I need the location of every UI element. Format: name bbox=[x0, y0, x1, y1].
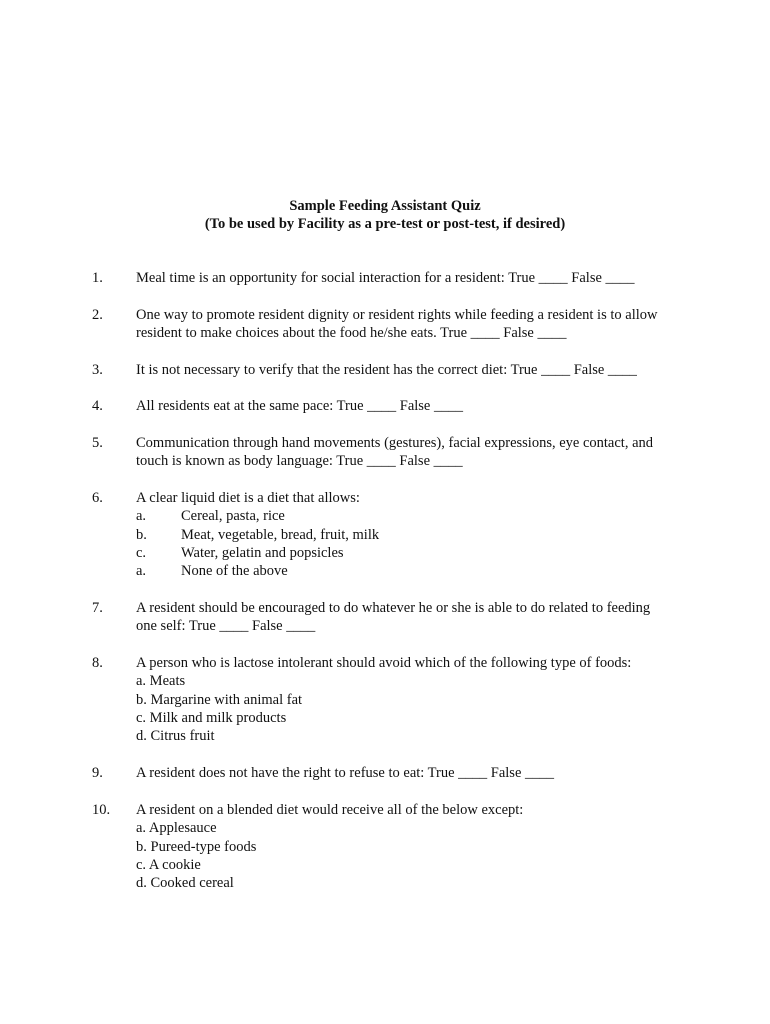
answer-option bbox=[136, 507, 692, 525]
option-text: Cereal, pasta, rice bbox=[181, 508, 285, 525]
option-letter: a. bbox=[136, 563, 147, 580]
answer-option: a. Meats bbox=[136, 673, 186, 690]
question-line: A resident should be encouraged to do whatever he or she is able to do related to feeding bbox=[136, 600, 651, 616]
question-line: A person who is lactose intolerant should avoid which of the following type of foods: bbox=[136, 655, 632, 671]
question-text bbox=[136, 434, 692, 471]
question-number: 6. bbox=[92, 490, 103, 506]
answer-option: b. Margarine with animal fat bbox=[136, 691, 303, 708]
option-letter: b. bbox=[136, 526, 147, 543]
question-line: All residents eat at the same pace: True ____ False ____ bbox=[136, 398, 463, 414]
question-number: 5. bbox=[92, 435, 103, 451]
question-number: 9. bbox=[92, 765, 103, 781]
question-number: 2. bbox=[92, 307, 103, 323]
answer-option: c. A cookie bbox=[136, 856, 201, 873]
question-text bbox=[136, 764, 692, 782]
option-letter: c. bbox=[136, 544, 147, 561]
quiz-header bbox=[0, 197, 770, 233]
answer-option bbox=[136, 544, 692, 562]
question-text bbox=[136, 801, 692, 892]
option-letter: a. bbox=[136, 508, 147, 525]
question-number: 7. bbox=[92, 600, 103, 616]
question-number: 8. bbox=[92, 655, 103, 671]
page-title: Sample Feeding Assistant Quiz bbox=[289, 198, 481, 214]
question-text bbox=[136, 269, 692, 287]
question-line: touch is known as body language: True ____ False ____ bbox=[136, 453, 463, 470]
question-text bbox=[136, 599, 692, 636]
question-text bbox=[136, 361, 692, 379]
answer-option: d. Cooked cereal bbox=[136, 875, 234, 892]
question-line: A resident does not have the right to refuse to eat: True ____ False ____ bbox=[136, 765, 555, 781]
question-line: Meal time is an opportunity for social interaction for a resident: True ____ False ____ bbox=[136, 270, 635, 286]
question-text bbox=[136, 397, 692, 415]
option-text: None of the above bbox=[181, 563, 288, 580]
question-text bbox=[136, 654, 692, 745]
question-line: one self: True ____ False ____ bbox=[136, 618, 316, 635]
answer-option: c. Milk and milk products bbox=[136, 709, 287, 726]
answer-option: a. Applesauce bbox=[136, 820, 217, 837]
option-text: Water, gelatin and popsicles bbox=[181, 544, 344, 561]
question-line: A clear liquid diet is a diet that allows: bbox=[136, 490, 360, 506]
question-line: One way to promote resident dignity or resident rights while feeding a resident is to allow bbox=[136, 307, 658, 323]
answer-option bbox=[136, 526, 692, 544]
question-line: A resident on a blended diet would receive all of the below except: bbox=[136, 802, 524, 818]
page-subtitle: (To be used by Facility as a pre-test or post-test, if desired) bbox=[204, 216, 566, 232]
question-line: Communication through hand movements (gestures), facial expressions, eye contact, and bbox=[136, 435, 654, 451]
question-line: resident to make choices about the food he/she eats. True ____ False ____ bbox=[136, 325, 567, 342]
question-number: 10. bbox=[92, 802, 111, 818]
question-text bbox=[136, 306, 692, 343]
question-line: It is not necessary to verify that the resident has the correct diet: True ____ False ____ bbox=[136, 362, 637, 378]
answer-option: d. Citrus fruit bbox=[136, 728, 215, 745]
question-text bbox=[136, 489, 692, 580]
question-number: 4. bbox=[92, 398, 103, 414]
question-number: 3. bbox=[92, 362, 103, 378]
answer-option bbox=[136, 562, 692, 580]
answer-option: b. Pureed-type foods bbox=[136, 838, 257, 855]
option-text: Meat, vegetable, bread, fruit, milk bbox=[181, 526, 380, 543]
question-number: 1. bbox=[92, 270, 103, 286]
